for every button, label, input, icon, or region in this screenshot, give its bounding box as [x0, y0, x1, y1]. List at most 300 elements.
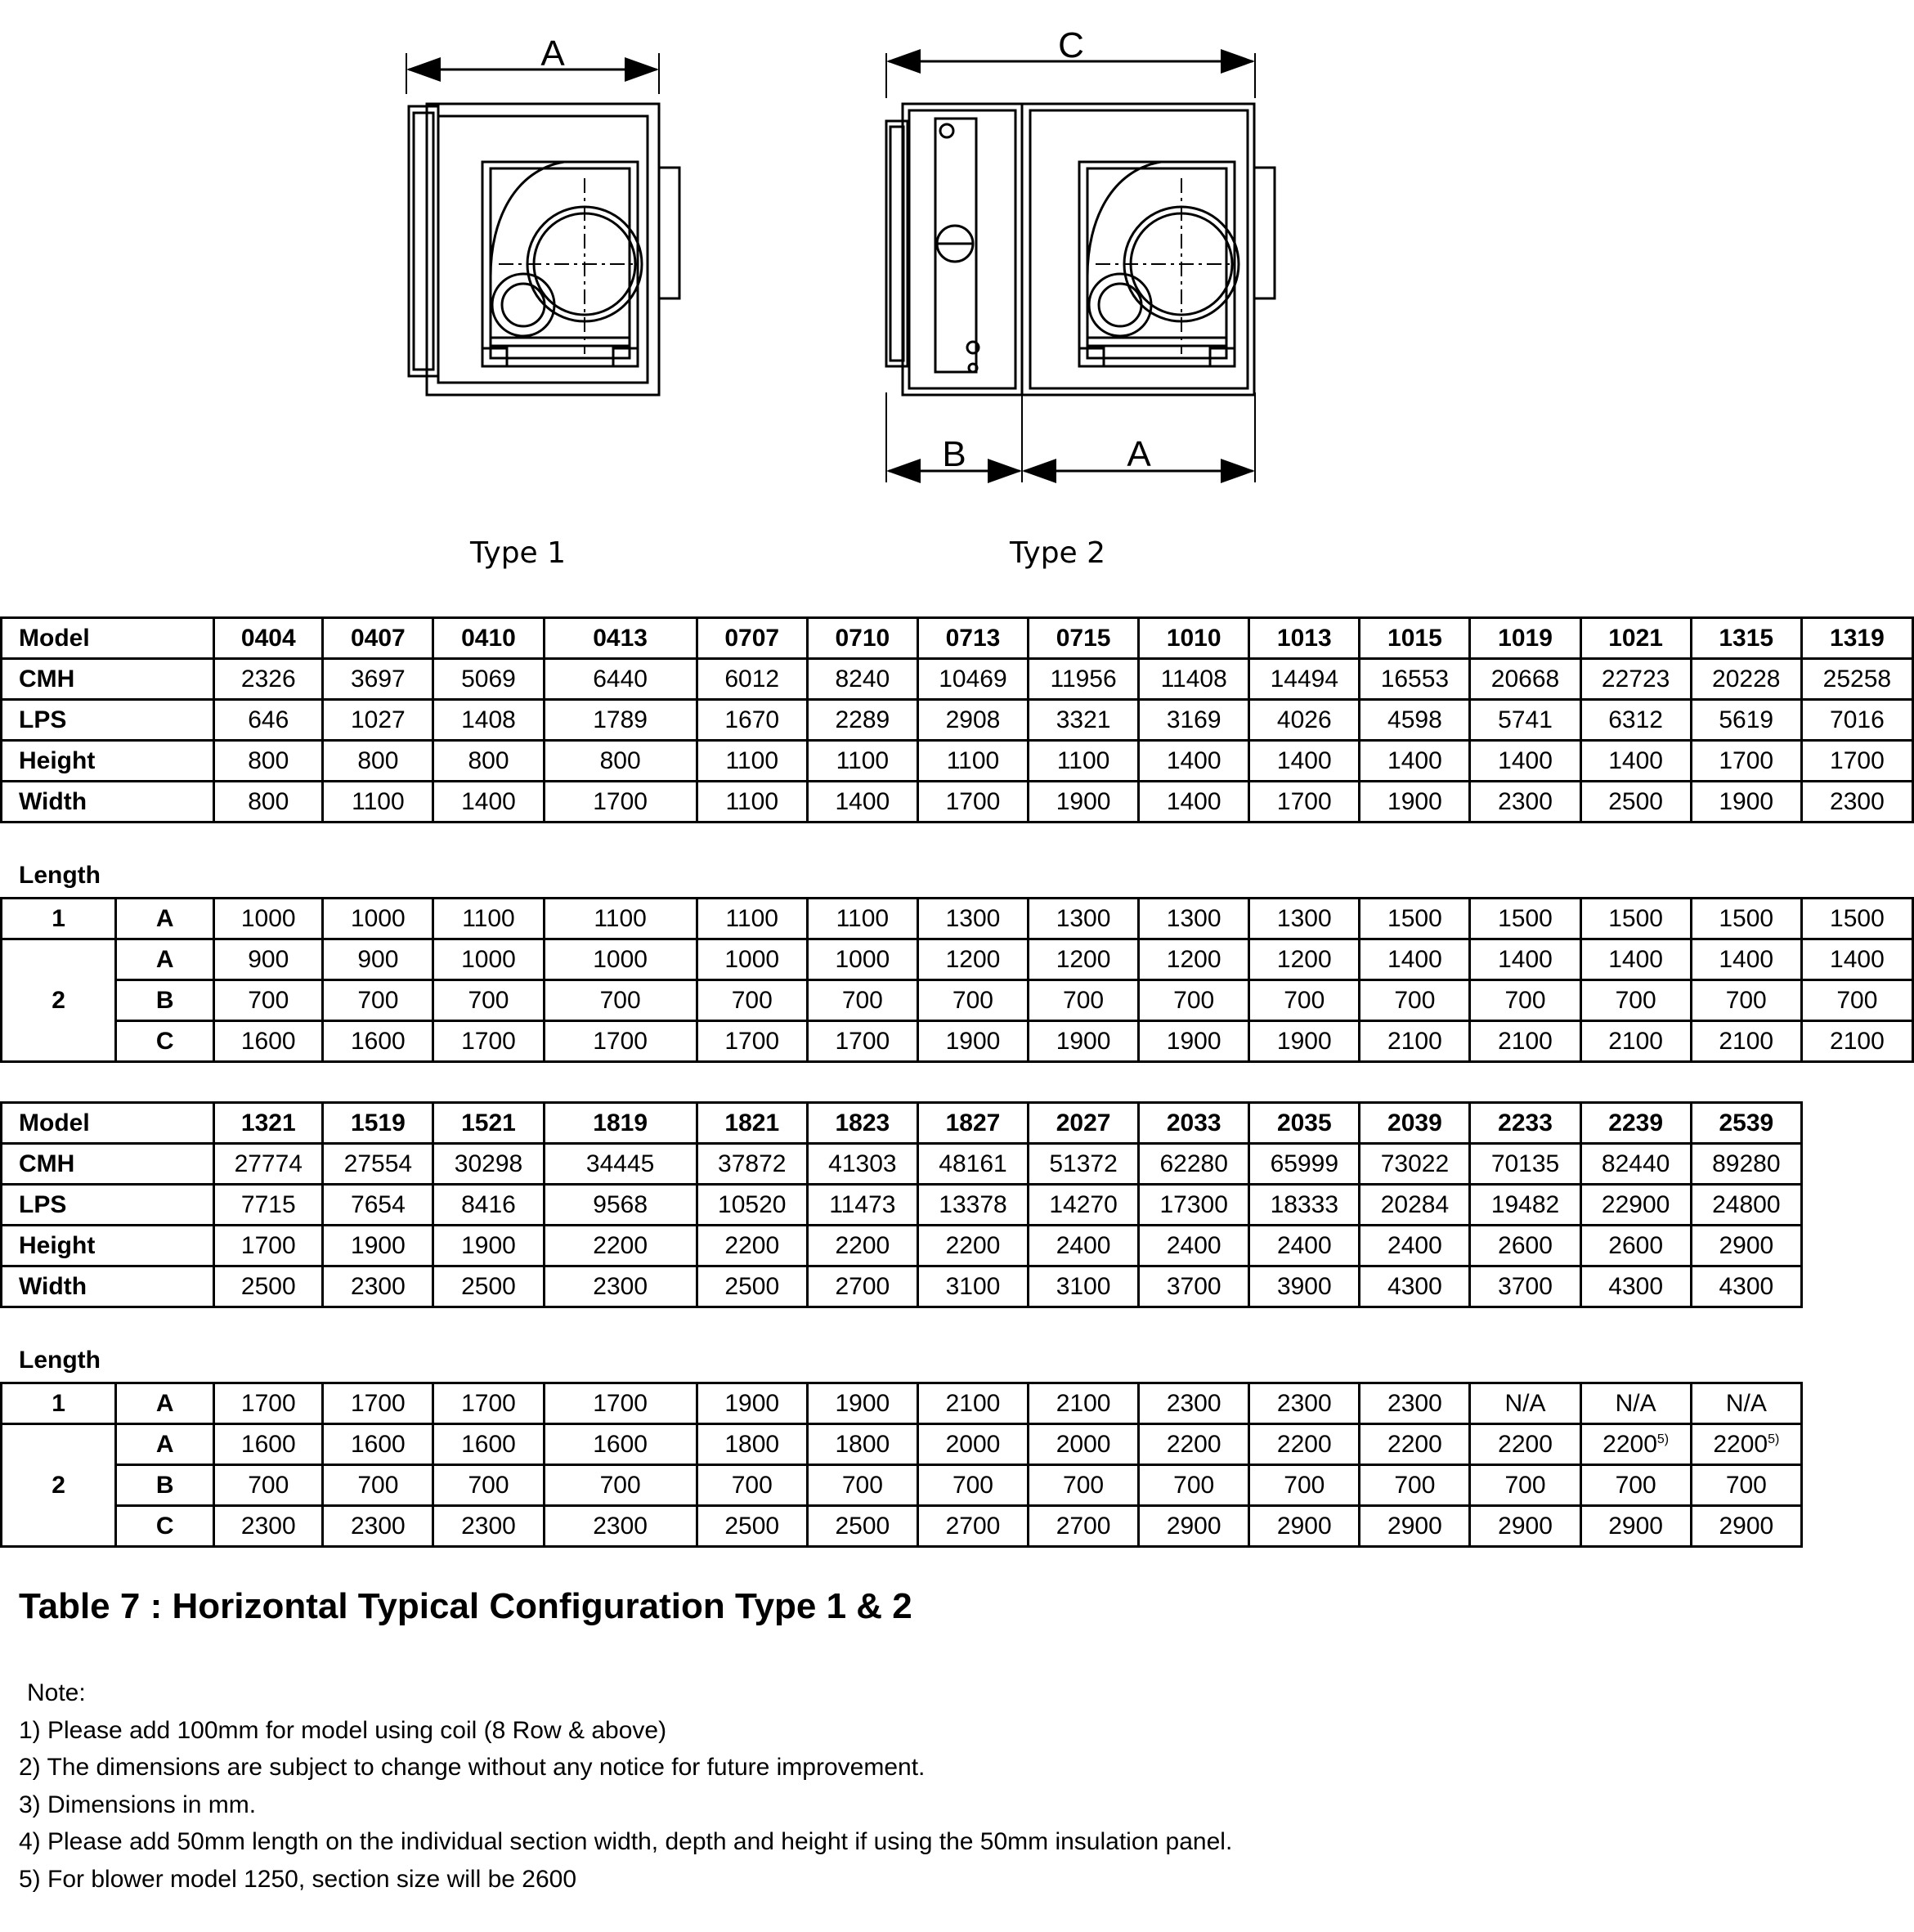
table-cell: 73022: [1360, 1144, 1470, 1185]
table-cell: 2300: [1801, 782, 1912, 823]
table-cell: [1029, 899, 1139, 939]
table-cell: 62280: [1139, 1144, 1249, 1185]
table-row: [2, 618, 1913, 659]
cell-value: 1100: [462, 904, 515, 932]
cell-value: 1900: [1056, 1027, 1111, 1055]
spec-table-1: [0, 616, 1914, 823]
table-cell: [1029, 980, 1139, 1021]
table-cell: 20668: [1470, 659, 1580, 700]
cell-value: 2100: [1830, 1027, 1885, 1055]
table-cell: [323, 1383, 433, 1424]
table-cell: 1700: [544, 782, 697, 823]
table-cell: 2200: [697, 1226, 807, 1266]
model-header-cell: 1521: [433, 1103, 544, 1144]
cell-value: 700: [357, 986, 399, 1014]
cell-value: 2200: [1498, 1430, 1553, 1458]
table-cell: 2326: [214, 659, 323, 700]
cell-value: 2300: [1166, 1389, 1221, 1417]
table-cell: 2500: [697, 1266, 807, 1307]
table-cell: 24800: [1691, 1185, 1801, 1226]
table-cell: [323, 1424, 433, 1465]
footnote-marker: 5): [1656, 1432, 1670, 1446]
spec-table-2: [0, 1101, 1803, 1308]
cell-value: 700: [1063, 986, 1105, 1014]
table-row: [2, 782, 1913, 823]
cell-value: 1000: [593, 945, 648, 973]
table-cell: 27774: [214, 1144, 323, 1185]
table-cell: [1691, 1424, 1801, 1465]
model-header-cell: 1021: [1580, 618, 1691, 659]
table-cell: [697, 899, 807, 939]
table-cell: 3900: [1249, 1266, 1360, 1307]
table-cell: 2500: [433, 1266, 544, 1307]
table-cell: [697, 1506, 807, 1547]
table-cell: [917, 1506, 1028, 1547]
table-cell: 20228: [1691, 659, 1801, 700]
table-cell: [323, 939, 433, 980]
table-cell: [1580, 1506, 1691, 1547]
model-header-cell: 1019: [1470, 618, 1580, 659]
table-cell: [1360, 1465, 1470, 1506]
cell-value: 1500: [1387, 904, 1442, 932]
cell-value: 1600: [593, 1430, 648, 1458]
dimension-cell: A: [116, 1424, 214, 1465]
length-table-2: [0, 1382, 1803, 1548]
table-cell: 5741: [1470, 700, 1580, 741]
cell-value: 1000: [461, 945, 516, 973]
table-cell: [1801, 980, 1912, 1021]
table-cell: [917, 1021, 1028, 1062]
table-cell: 2300: [1470, 782, 1580, 823]
table-cell: 1400: [1580, 741, 1691, 782]
table-row: [2, 1266, 1802, 1307]
table-cell: [214, 980, 323, 1021]
table-cell: 1700: [214, 1226, 323, 1266]
table-cell: 3100: [917, 1266, 1028, 1307]
table-cell: 2289: [807, 700, 917, 741]
row-label: Model: [2, 618, 214, 659]
table-cell: 1900: [1029, 782, 1139, 823]
table-cell: [433, 1383, 544, 1424]
cell-value: 1000: [240, 904, 296, 932]
cell-value: 700: [731, 1471, 773, 1499]
table-cell: 16553: [1360, 659, 1470, 700]
table-cell: [1470, 1021, 1580, 1062]
table-cell: 4300: [1691, 1266, 1801, 1307]
table-cell: 800: [214, 782, 323, 823]
table-cell: [1360, 939, 1470, 980]
table-cell: [214, 1021, 323, 1062]
table-cell: 2700: [807, 1266, 917, 1307]
table-cell: 13378: [917, 1185, 1028, 1226]
cell-value: 2200: [1602, 1430, 1657, 1458]
table-cell: 1100: [1029, 741, 1139, 782]
table-cell: [544, 1424, 697, 1465]
table-cell: 18333: [1249, 1185, 1360, 1226]
table-row: [2, 700, 1913, 741]
table-cell: [214, 1506, 323, 1547]
model-header-cell: 0404: [214, 618, 323, 659]
table-cell: 2400: [1249, 1226, 1360, 1266]
table-cell: 1700: [1249, 782, 1360, 823]
table-cell: [1139, 899, 1249, 939]
table-cell: 2400: [1029, 1226, 1139, 1266]
table-cell: [433, 1424, 544, 1465]
model-header-cell: 1015: [1360, 618, 1470, 659]
table-cell: [1470, 980, 1580, 1021]
table-cell: 7654: [323, 1185, 433, 1226]
table-cell: [433, 1465, 544, 1506]
table-cell: 2400: [1360, 1226, 1470, 1266]
table-cell: 9568: [544, 1185, 697, 1226]
table-row: [2, 1226, 1802, 1266]
table-cell: [1580, 1424, 1691, 1465]
table-cell: 3321: [1029, 700, 1139, 741]
table-cell: 8416: [433, 1185, 544, 1226]
table-cell: 1027: [323, 700, 433, 741]
cell-value: 2300: [1387, 1389, 1442, 1417]
cell-value: 1200: [1276, 945, 1332, 973]
table-cell: [1580, 939, 1691, 980]
table-cell: 2600: [1470, 1226, 1580, 1266]
cell-value: 2000: [945, 1430, 1001, 1458]
cell-value: 1900: [835, 1389, 890, 1417]
cell-value: 2900: [1276, 1512, 1332, 1540]
table-cell: 4300: [1580, 1266, 1691, 1307]
table-cell: [807, 1383, 917, 1424]
table-cell: 11956: [1029, 659, 1139, 700]
table-cell: [1360, 1424, 1470, 1465]
table-cell: 22723: [1580, 659, 1691, 700]
cell-value: 1600: [240, 1430, 296, 1458]
type2-label: Type 2: [1010, 536, 1106, 570]
table-cell: [1139, 1465, 1249, 1506]
table-cell: [807, 980, 917, 1021]
table-cell: [1580, 899, 1691, 939]
table-cell: [1139, 1021, 1249, 1062]
table-cell: 1400: [1139, 741, 1249, 782]
table-cell: [1249, 899, 1360, 939]
table-cell: 1670: [697, 700, 807, 741]
cell-value: 1400: [1387, 945, 1442, 973]
cell-value: 1400: [1498, 945, 1553, 973]
table-cell: [1029, 1424, 1139, 1465]
table-cell: [1029, 1383, 1139, 1424]
table-cell: [697, 1465, 807, 1506]
table-cell: [1029, 1021, 1139, 1062]
model-header-cell: 2039: [1360, 1103, 1470, 1144]
table-cell: 41303: [807, 1144, 917, 1185]
table-row: [2, 1185, 1802, 1226]
table-cell: 11473: [807, 1185, 917, 1226]
dimension-cell: B: [116, 980, 214, 1021]
cell-value: N/A: [1615, 1389, 1656, 1417]
cell-value: 2200: [1387, 1430, 1442, 1458]
table-cell: 800: [323, 741, 433, 782]
table-cell: 4026: [1249, 700, 1360, 741]
model-header-cell: 1821: [697, 1103, 807, 1144]
model-header-cell: 1315: [1691, 618, 1801, 659]
type1-drawing: [406, 53, 679, 395]
cell-value: 2100: [1719, 1027, 1774, 1055]
row-label: LPS: [2, 1185, 214, 1226]
cell-value: 1100: [594, 904, 647, 932]
table-cell: [433, 1021, 544, 1062]
cell-value: 2300: [1276, 1389, 1332, 1417]
cell-value: 1700: [593, 1027, 648, 1055]
table-cell: [807, 1424, 917, 1465]
table-cell: 30298: [433, 1144, 544, 1185]
cell-value: 700: [1284, 1471, 1325, 1499]
cell-value: 2100: [945, 1389, 1001, 1417]
cell-value: 2900: [1719, 1512, 1774, 1540]
row-label: LPS: [2, 700, 214, 741]
cell-value: 1200: [1056, 945, 1111, 973]
table-cell: 1900: [323, 1226, 433, 1266]
cell-value: 700: [357, 1471, 399, 1499]
model-header-cell: 1010: [1139, 618, 1249, 659]
cell-value: 1600: [461, 1430, 516, 1458]
table-row: [2, 659, 1913, 700]
cell-value: 1300: [1166, 904, 1221, 932]
table-cell: [1029, 1506, 1139, 1547]
table-cell: 34445: [544, 1144, 697, 1185]
cell-value: 700: [1063, 1471, 1105, 1499]
cell-value: 2300: [240, 1512, 296, 1540]
cell-value: 700: [1725, 1471, 1767, 1499]
dim-label-a-type2: A: [1127, 434, 1151, 474]
table-cell: [917, 939, 1028, 980]
table-cell: [807, 899, 917, 939]
length-label-2: Length: [19, 1347, 101, 1374]
table-cell: 27554: [323, 1144, 433, 1185]
table-cell: 1900: [1360, 782, 1470, 823]
table-cell: 20284: [1360, 1185, 1470, 1226]
cell-value: 1000: [724, 945, 780, 973]
cell-value: 700: [468, 1471, 509, 1499]
cell-value: 1900: [945, 1027, 1001, 1055]
table-cell: [917, 980, 1028, 1021]
dimension-cell: A: [116, 899, 214, 939]
table-cell: [1139, 1424, 1249, 1465]
cell-value: 700: [1615, 986, 1656, 1014]
type2-drawing: [886, 53, 1275, 482]
cell-value: 1700: [593, 1389, 648, 1417]
row-label: Width: [2, 1266, 214, 1307]
table-cell: [544, 899, 697, 939]
cell-value: 1000: [835, 945, 890, 973]
model-header-cell: 0410: [433, 618, 544, 659]
table-cell: 2900: [1691, 1226, 1801, 1266]
cell-value: 700: [841, 1471, 883, 1499]
table-cell: [1249, 1021, 1360, 1062]
cell-value: 1800: [724, 1430, 780, 1458]
table-cell: [697, 939, 807, 980]
row-label: CMH: [2, 1144, 214, 1185]
note-2: 2) The dimensions are subject to change without any notice for future improvement.: [19, 1754, 926, 1781]
table-cell: 3700: [1470, 1266, 1580, 1307]
table-cell: 6012: [697, 659, 807, 700]
table-cell: [544, 980, 697, 1021]
table-cell: [697, 980, 807, 1021]
cell-value: 1200: [1166, 945, 1221, 973]
table-cell: 1700: [1801, 741, 1912, 782]
table-cell: 1400: [1360, 741, 1470, 782]
table-row: [2, 1103, 1802, 1144]
table-cell: 65999: [1249, 1144, 1360, 1185]
table-cell: [1360, 1021, 1470, 1062]
cell-value: 700: [599, 986, 641, 1014]
table-row: [2, 1465, 1802, 1506]
cell-value: 1500: [1830, 904, 1885, 932]
cell-value: 700: [1504, 1471, 1546, 1499]
table-cell: [1470, 1383, 1580, 1424]
table-cell: [214, 1465, 323, 1506]
cell-value: 2700: [1056, 1512, 1111, 1540]
table-cell: [1691, 939, 1801, 980]
table-cell: 7715: [214, 1185, 323, 1226]
table-cell: [1360, 1383, 1470, 1424]
cell-value: 2200: [1276, 1430, 1332, 1458]
dim-label-a-type1: A: [540, 34, 565, 74]
model-header-cell: 1319: [1801, 618, 1912, 659]
table-cell: [433, 1506, 544, 1547]
model-header-cell: 0707: [697, 618, 807, 659]
cell-value: 2300: [593, 1512, 648, 1540]
table-cell: [1249, 1506, 1360, 1547]
table-cell: 1400: [1470, 741, 1580, 782]
cell-value: 2300: [351, 1512, 406, 1540]
cell-value: 1100: [836, 904, 890, 932]
table-cell: [1139, 980, 1249, 1021]
cell-value: 1400: [1719, 945, 1774, 973]
table-cell: 5619: [1691, 700, 1801, 741]
model-header-cell: 1519: [323, 1103, 433, 1144]
model-header-cell: 1823: [807, 1103, 917, 1144]
model-header-cell: 0715: [1029, 618, 1139, 659]
cell-value: 2900: [1498, 1512, 1553, 1540]
cell-value: 1600: [350, 1027, 406, 1055]
table-cell: [1580, 980, 1691, 1021]
table-cell: [1580, 1383, 1691, 1424]
table-cell: [544, 1465, 697, 1506]
model-header-cell: 1827: [917, 1103, 1028, 1144]
model-header-cell: 2233: [1470, 1103, 1580, 1144]
table-cell: 2200: [544, 1226, 697, 1266]
table-cell: [1470, 1506, 1580, 1547]
notes-heading: Note:: [27, 1679, 86, 1706]
table-cell: [697, 1383, 807, 1424]
table-cell: [1029, 1465, 1139, 1506]
table-cell: [1580, 1021, 1691, 1062]
cell-value: 700: [841, 986, 883, 1014]
model-header-cell: 2027: [1029, 1103, 1139, 1144]
cell-value: 900: [357, 945, 399, 973]
cell-value: 1100: [725, 904, 778, 932]
table-cell: [807, 1465, 917, 1506]
cell-value: 1300: [945, 904, 1001, 932]
cell-value: 700: [248, 1471, 289, 1499]
table-cell: 4598: [1360, 700, 1470, 741]
table-cell: [1691, 1465, 1801, 1506]
table-cell: 5069: [433, 659, 544, 700]
cell-value: N/A: [1725, 1389, 1767, 1417]
cell-value: 700: [599, 1471, 641, 1499]
cell-value: 700: [952, 986, 993, 1014]
model-header-cell: 2035: [1249, 1103, 1360, 1144]
type-cell: 1: [2, 1383, 116, 1424]
table-cell: [544, 1506, 697, 1547]
table-cell: 1900: [433, 1226, 544, 1266]
table-cell: [1691, 899, 1801, 939]
table-cell: 2500: [1580, 782, 1691, 823]
model-header-cell: 0713: [917, 618, 1028, 659]
table-cell: [1360, 980, 1470, 1021]
table-cell: [1801, 1021, 1912, 1062]
length-table-1: [0, 897, 1914, 1063]
cell-value: 2000: [1056, 1430, 1111, 1458]
table-cell: [544, 1021, 697, 1062]
model-header-cell: 2033: [1139, 1103, 1249, 1144]
table-cell: [214, 899, 323, 939]
table-cell: [1470, 1465, 1580, 1506]
table-cell: [917, 1465, 1028, 1506]
table-cell: 1100: [807, 741, 917, 782]
dimension-cell: C: [116, 1506, 214, 1547]
table-cell: 800: [544, 741, 697, 782]
table-cell: [323, 1465, 433, 1506]
table-cell: [1691, 1506, 1801, 1547]
table-cell: 1700: [917, 782, 1028, 823]
model-header-cell: 0710: [807, 618, 917, 659]
table-cell: [1249, 1383, 1360, 1424]
table-cell: [323, 1506, 433, 1547]
table-cell: 1400: [1249, 741, 1360, 782]
table-cell: 3697: [323, 659, 433, 700]
cell-value: 1700: [461, 1389, 516, 1417]
table-cell: 37872: [697, 1144, 807, 1185]
table-cell: [544, 939, 697, 980]
cell-value: N/A: [1504, 1389, 1546, 1417]
table-cell: 1100: [917, 741, 1028, 782]
table-cell: [1360, 1506, 1470, 1547]
dimension-cell: A: [116, 939, 214, 980]
note-3: 3) Dimensions in mm.: [19, 1791, 257, 1818]
cell-value: 2100: [1608, 1027, 1663, 1055]
table-cell: [917, 1424, 1028, 1465]
table-row: [2, 939, 1913, 980]
table-cell: 1100: [697, 782, 807, 823]
row-label: Height: [2, 741, 214, 782]
cell-value: 1900: [1166, 1027, 1221, 1055]
cell-value: 2500: [724, 1512, 780, 1540]
notes: [19, 1674, 1232, 1898]
model-header-cell: 0407: [323, 618, 433, 659]
dimension-cell: A: [116, 1383, 214, 1424]
cell-value: 700: [1173, 986, 1215, 1014]
cell-value: 1900: [724, 1389, 780, 1417]
cell-value: 1700: [835, 1027, 890, 1055]
table-cell: [1470, 899, 1580, 939]
table-cell: [433, 939, 544, 980]
table-cell: 1700: [1691, 741, 1801, 782]
cell-value: 1200: [945, 945, 1001, 973]
table-cell: [1801, 899, 1912, 939]
footnote-marker: 5): [1768, 1432, 1780, 1446]
cell-value: 1500: [1719, 904, 1774, 932]
cell-value: 2100: [1498, 1027, 1553, 1055]
table-cell: 2500: [214, 1266, 323, 1307]
